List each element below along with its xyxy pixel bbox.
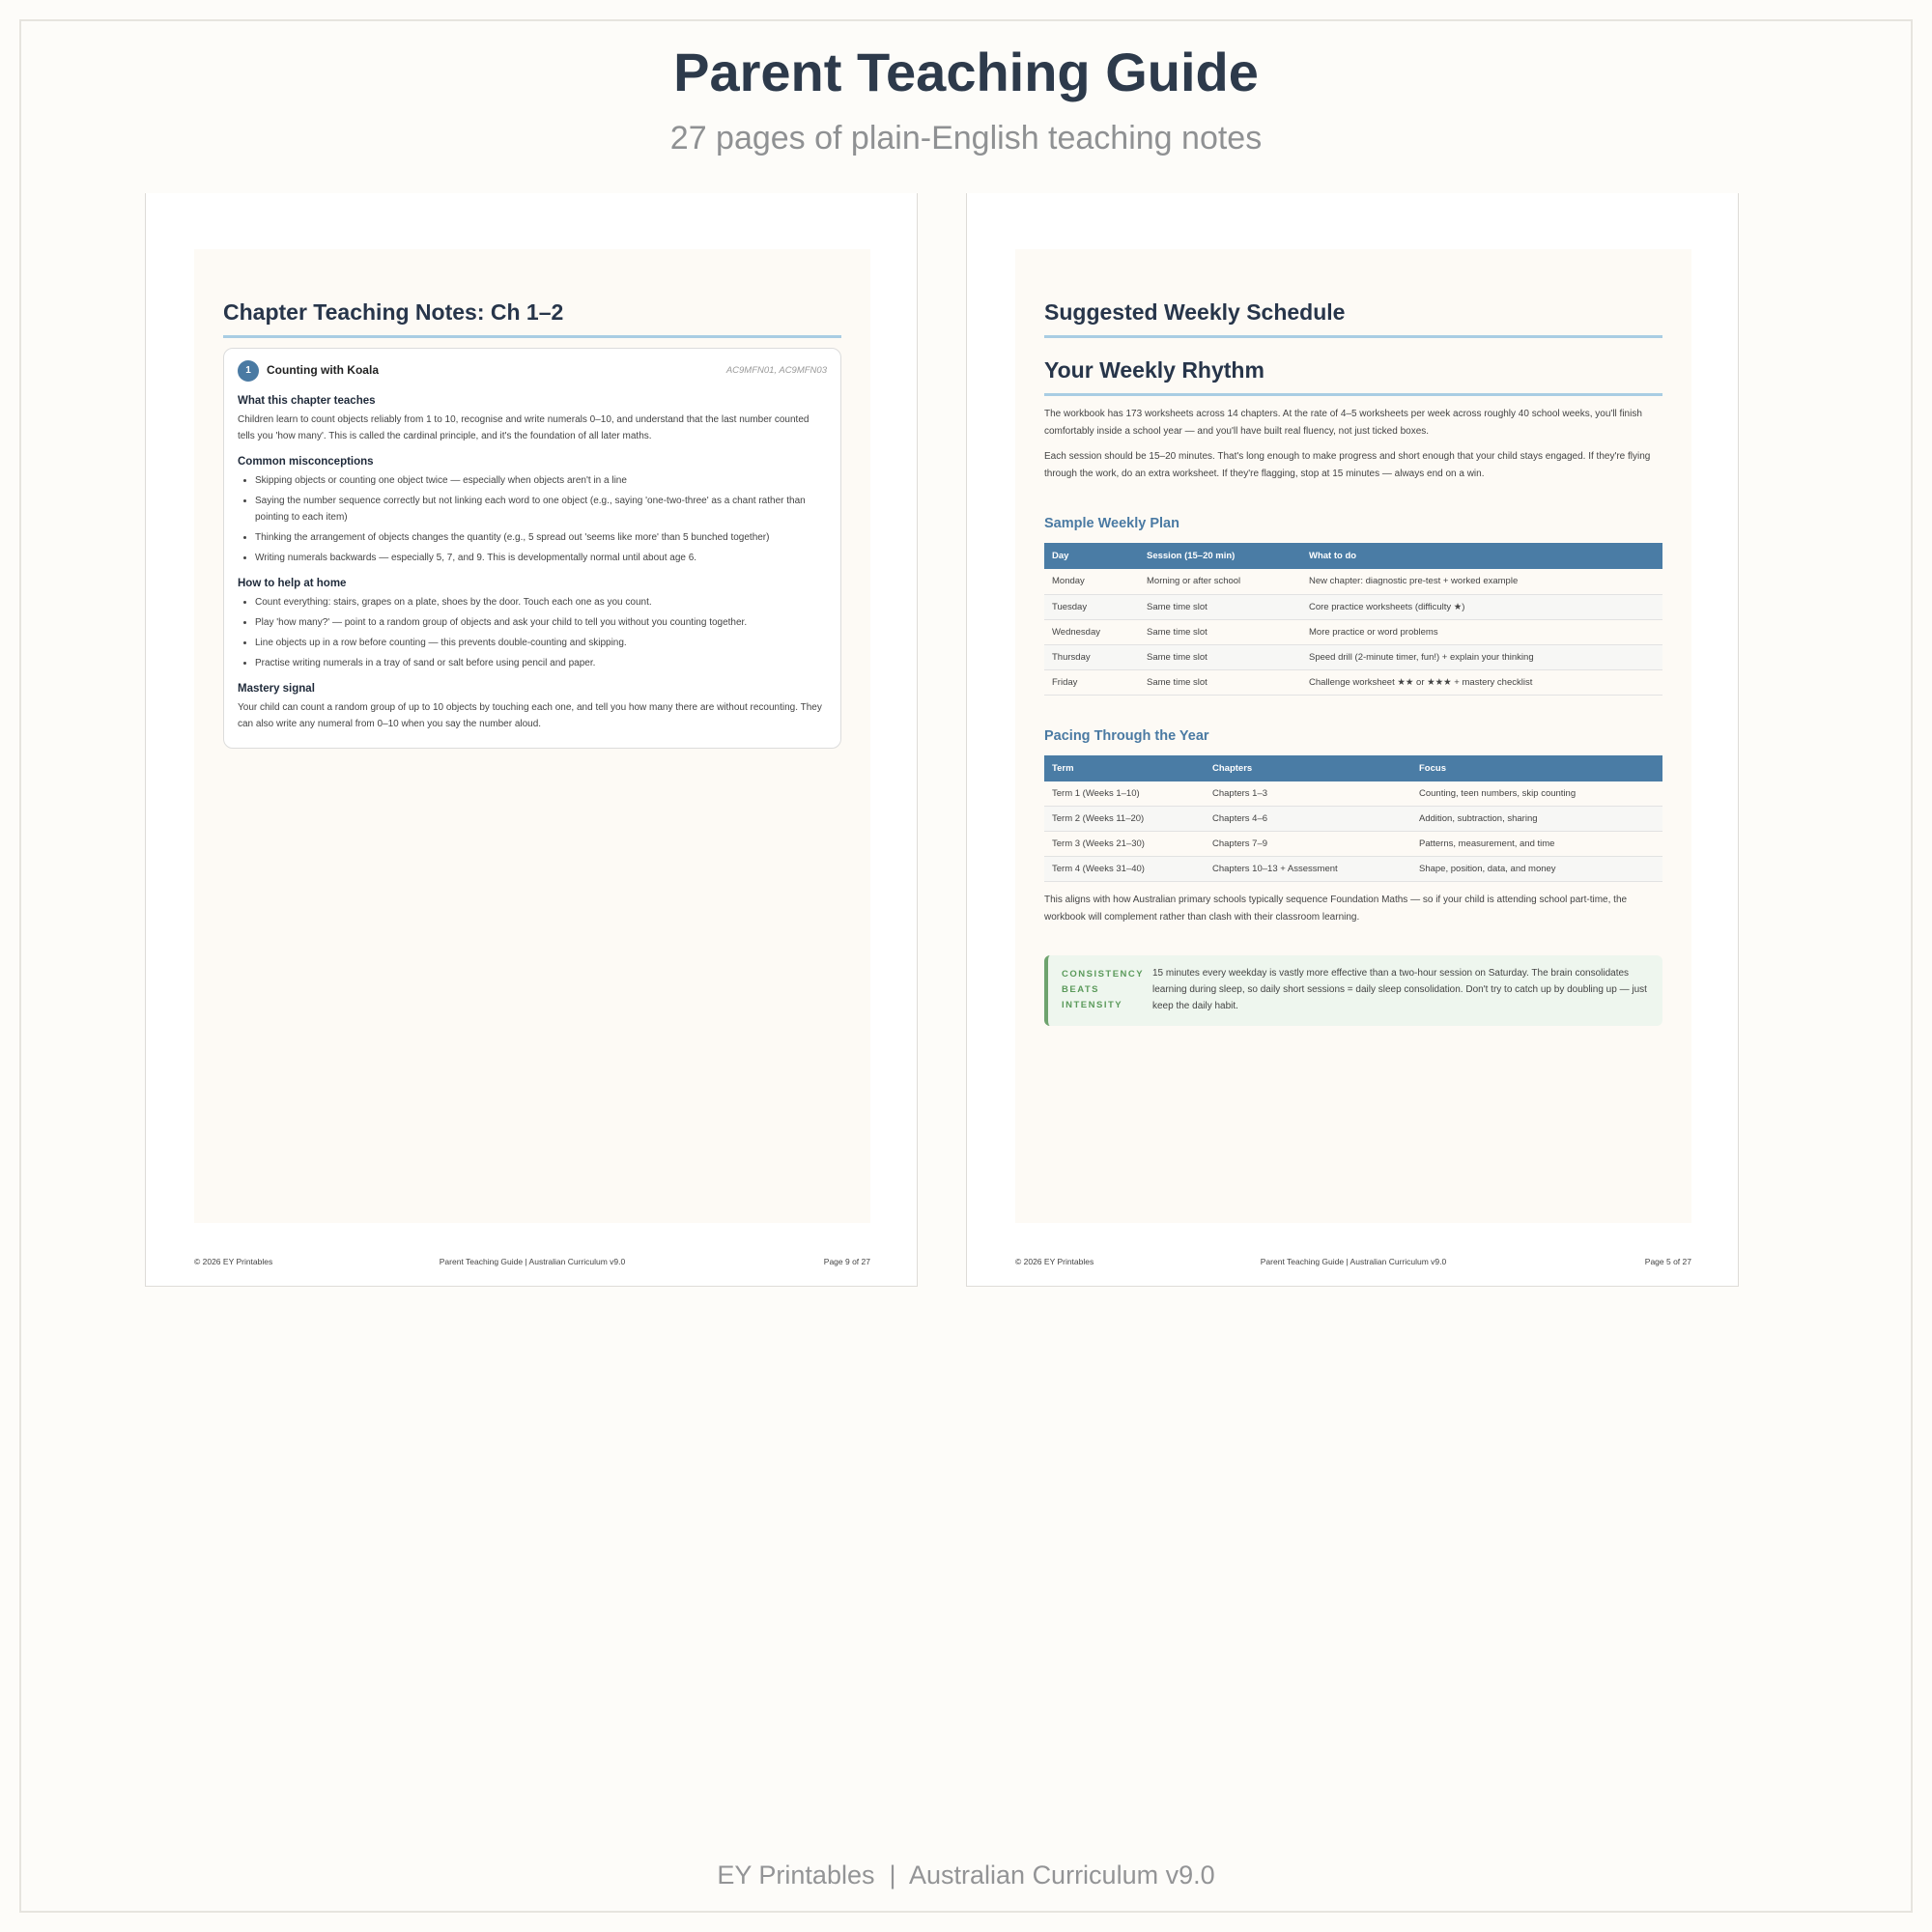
table-row [1044,594,1662,619]
table-row [1044,644,1662,669]
teaches-text: Children learn to count objects reliably from 1 to 10, recognise and write numerals 0–10, and understand that the last number counted tells you 'how many'. This is called the cardinal principle, and it's the foundation of all later maths. [238,414,810,441]
table-cell: Chapters 4–6 [1205,807,1411,832]
table-cell: Friday [1044,669,1139,695]
teaches-heading: What this chapter teaches [238,395,376,407]
table-row [1044,781,1662,807]
table-cell: Tuesday [1044,594,1139,619]
table-cell: Wednesday [1044,619,1139,644]
curriculum-codes: AC9MFN01, AC9MFN03 [725,365,827,376]
table-cell: New chapter: diagnostic pre-test + worked example [1301,569,1662,594]
list-item: • Line objects up in a row before counting — this prevents double-counting and skipping. [255,635,827,651]
table-cell: Addition, subtraction, sharing [1411,807,1662,832]
column-header: Term [1044,755,1205,781]
table-row [1044,807,1662,832]
chapter-card-header [238,358,827,384]
footer-page-number: Page 5 of 27 [1644,1257,1691,1266]
pacing-table [1044,755,1662,883]
table-cell: Thursday [1044,644,1139,669]
table-row [1044,832,1662,857]
misconceptions-list [255,472,827,566]
table-cell: Term 3 (Weeks 21–30) [1044,832,1205,857]
callout-label: CONSISTENCY BEATS INTENSITY [1062,969,1144,1010]
table-row [1044,669,1662,695]
left-sheet-body [194,249,870,1223]
page-title: Parent Teaching Guide [673,42,1259,102]
left-sheet-footer [194,1257,870,1270]
mastery-text: Your child can count a random group of up to 10 objects by touching each one, and tell you how many there are without recounting. They can also write any numeral from 0–10 when you say the number aloud. [238,702,822,729]
pacing-heading: Pacing Through the Year [1044,727,1209,744]
chapter-title: Counting with Koala [267,363,379,377]
callout-text: 15 minutes every weekday is vastly more effective than a two-hour session on Saturday. The brain consolidates learning during sleep, so daily short sessions = daily sleep consolidation. Don't try to catch up by doubling up — just keep the daily habit. [1152,968,1647,1011]
right-sheet-body [1015,249,1691,1223]
table-cell: Term 1 (Weeks 1–10) [1044,781,1205,807]
table-cell: Counting, teen numbers, skip counting [1411,781,1662,807]
chapter-number-badge: 1 [238,360,259,382]
right-sheet-footer [1015,1257,1691,1270]
column-header: What to do [1301,543,1662,569]
weekly-rhythm-heading: Your Weekly Rhythm [1044,357,1662,396]
alignment-text: This aligns with how Australian primary schools typically sequence Foundation Maths — so if your child is attending school part-time, the workbook will complement rather than clash with their classroom learning. [1044,895,1628,923]
table-cell: Patterns, measurement, and time [1411,832,1662,857]
weekly-plan-table [1044,543,1662,696]
column-header: Chapters [1205,755,1411,781]
page-subtitle: 27 pages of plain-English teaching notes [669,120,1263,156]
right-sheet [966,193,1739,1287]
table-header-row [1044,755,1662,781]
column-header: Focus [1411,755,1662,781]
list-item: • Thinking the arrangement of objects changes the quantity (e.g., 5 spread out 'seems like more' than 5 bunched together) [255,529,827,546]
table-cell: Morning or after school [1139,569,1301,594]
footer-copyright: © 2026 EY Printables [194,1257,273,1266]
left-sheet [145,193,918,1287]
right-sheet-content [1044,299,1662,1026]
misconceptions-heading: Common misconceptions [238,456,374,468]
table-cell: Monday [1044,569,1139,594]
list-item: • Play 'how many?' — point to a random group of objects and ask your child to tell you without you counting together. [255,614,827,631]
footer-copyright: © 2026 EY Printables [1015,1257,1094,1266]
table-cell: Same time slot [1139,644,1301,669]
table-cell: Chapters 7–9 [1205,832,1411,857]
consistency-callout [1044,955,1662,1026]
table-cell: Same time slot [1139,594,1301,619]
list-item: • Skipping objects or counting one object twice — especially when objects aren't in a line [255,472,827,489]
schedule-heading: Suggested Weekly Schedule [1044,299,1662,338]
table-cell: Chapters 10–13 + Assessment [1205,857,1411,882]
chapter-card [223,348,841,749]
table-cell: Same time slot [1139,669,1301,695]
table-cell: Shape, position, data, and money [1411,857,1662,882]
help-heading: How to help at home [238,578,347,589]
table-cell: Core practice worksheets (difficulty ★) [1301,594,1662,619]
table-row [1044,857,1662,882]
list-item: • Count everything: stairs, grapes on a plate, shoes by the door. Touch each one as you count. [255,594,827,611]
mastery-heading: Mastery signal [238,683,315,695]
table-cell: Term 2 (Weeks 11–20) [1044,807,1205,832]
table-cell: Chapters 1–3 [1205,781,1411,807]
footer-title: Parent Teaching Guide | Australian Curriculum v9.0 [1260,1257,1447,1266]
help-list [255,594,827,671]
left-sheet-content [223,299,841,749]
table-cell: Speed drill (2-minute timer, fun!) + explain your thinking [1301,644,1662,669]
brand-credit: EY Printables | Australian Curriculum v9.0 [717,1861,1215,1889]
table-cell: Challenge worksheet ★★ or ★★★ + mastery checklist [1301,669,1662,695]
table-cell: More practice or word problems [1301,619,1662,644]
column-header: Day [1044,543,1139,569]
intro-paragraph-2: Each session should be 15–20 minutes. That's long enough to make progress and short enough that your child stays engaged. If they're flying through the work, do an extra worksheet. If they're flagging, stop at 15 minutes — always end on a win. [1044,451,1651,479]
column-header: Session (15–20 min) [1139,543,1301,569]
list-item: • Saying the number sequence correctly but not linking each word to one object (e.g., saying 'one-two-three' as a chant rather than pointing to each item) [255,493,827,526]
table-row [1044,619,1662,644]
intro-paragraph-1: The workbook has 173 worksheets across 14 chapters. At the rate of 4–5 worksheets per week across roughly 40 school weeks, you'll finish comfortably inside a school year — and you'll have built real fluency, not just ticked boxes. [1044,409,1642,437]
list-item: • Practise writing numerals in a tray of sand or salt before using pencil and paper. [255,655,827,671]
footer-title: Parent Teaching Guide | Australian Curriculum v9.0 [439,1257,626,1266]
footer-page-number: Page 9 of 27 [823,1257,870,1266]
chapter-notes-heading: Chapter Teaching Notes: Ch 1–2 [223,299,841,338]
table-row [1044,569,1662,594]
weekly-plan-heading: Sample Weekly Plan [1044,516,1179,531]
list-item: • Writing numerals backwards — especially 5, 7, and 9. This is developmentally normal until about age 6. [255,550,827,566]
table-header-row [1044,543,1662,569]
table-cell: Same time slot [1139,619,1301,644]
table-cell: Term 4 (Weeks 31–40) [1044,857,1205,882]
